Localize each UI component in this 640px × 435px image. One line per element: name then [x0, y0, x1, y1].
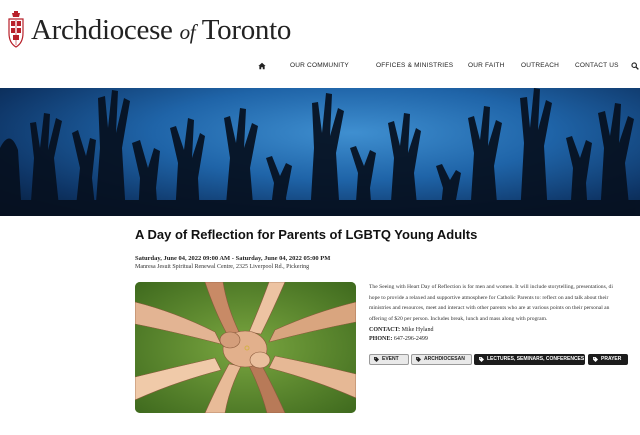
nav-our-faith[interactable]: OUR FAITH	[468, 62, 505, 69]
brand-of-text: of	[179, 19, 196, 44]
nav-offices-ministries[interactable]: OFFICES & MINISTRIES	[376, 62, 454, 69]
tag-lectures-seminars-conferences[interactable]	[474, 354, 585, 365]
description-line: The Seeing with Heart Day of Reflection is for men and women. It will include storytelling, presentations, di	[369, 284, 613, 290]
event-contact	[369, 327, 433, 333]
tag-event[interactable]	[369, 354, 409, 365]
home-icon[interactable]	[258, 62, 266, 70]
raised-hands-silhouette	[0, 88, 640, 216]
tag-archdiocesan[interactable]	[411, 354, 472, 365]
contact-name: Mike Hyland	[401, 327, 434, 333]
description-line: hope to provide a relaxed and supportive atmosphere for Catholic Parents to: reflect on and talk about their	[369, 294, 609, 301]
tag-icon	[374, 357, 379, 362]
tag-label: EVENT	[382, 356, 399, 362]
nav-contact-us[interactable]: CONTACT US	[575, 62, 619, 69]
site-header	[0, 0, 640, 88]
event-description	[369, 282, 640, 324]
phone-label: PHONE:	[369, 336, 393, 342]
description-line: offering of $20 per person. Includes break, lunch and mass along with program.	[369, 315, 548, 322]
tag-icon	[479, 357, 484, 362]
site-logo[interactable]	[5, 11, 291, 49]
event-title: A Day of Reflection for Parents of LGBTQ Young Adults	[135, 227, 478, 242]
brand-main-text: Archdiocese	[31, 13, 180, 46]
brand-name	[31, 14, 291, 47]
event-location: Manresa Jesuit Spiritual Renewal Centre, 2325 Liverpool Rd., Pickering	[135, 264, 310, 270]
phone-number: 647-296-2499	[393, 336, 428, 342]
tag-prayer[interactable]	[588, 354, 628, 365]
tag-label: ARCHDIOCESAN	[424, 356, 465, 362]
contact-label: CONTACT:	[369, 327, 401, 333]
description-line: ministries and resources, meet and interact with other parents who are at various points on their personal an	[369, 305, 610, 312]
event-photo	[135, 282, 356, 413]
tag-label: PRAYER	[601, 356, 622, 362]
nav-our-community[interactable]: OUR COMMUNITY	[290, 62, 349, 69]
search-icon[interactable]	[631, 62, 639, 70]
linked-arms-image	[135, 282, 356, 413]
hero-banner	[0, 88, 640, 216]
tag-icon	[593, 357, 598, 362]
nav-outreach[interactable]: OUTREACH	[521, 62, 560, 69]
main-nav	[0, 62, 640, 76]
tag-icon	[416, 357, 421, 362]
event-phone	[369, 336, 428, 342]
crest-icon	[5, 11, 27, 49]
tag-label: LECTURES, SEMINARS, CONFERENCES	[487, 356, 585, 362]
event-datetime: Saturday, June 04, 2022 09:00 AM - Saturday, June 04, 2022 05:00 PM	[135, 255, 331, 262]
brand-end-text: Toronto	[195, 13, 292, 46]
